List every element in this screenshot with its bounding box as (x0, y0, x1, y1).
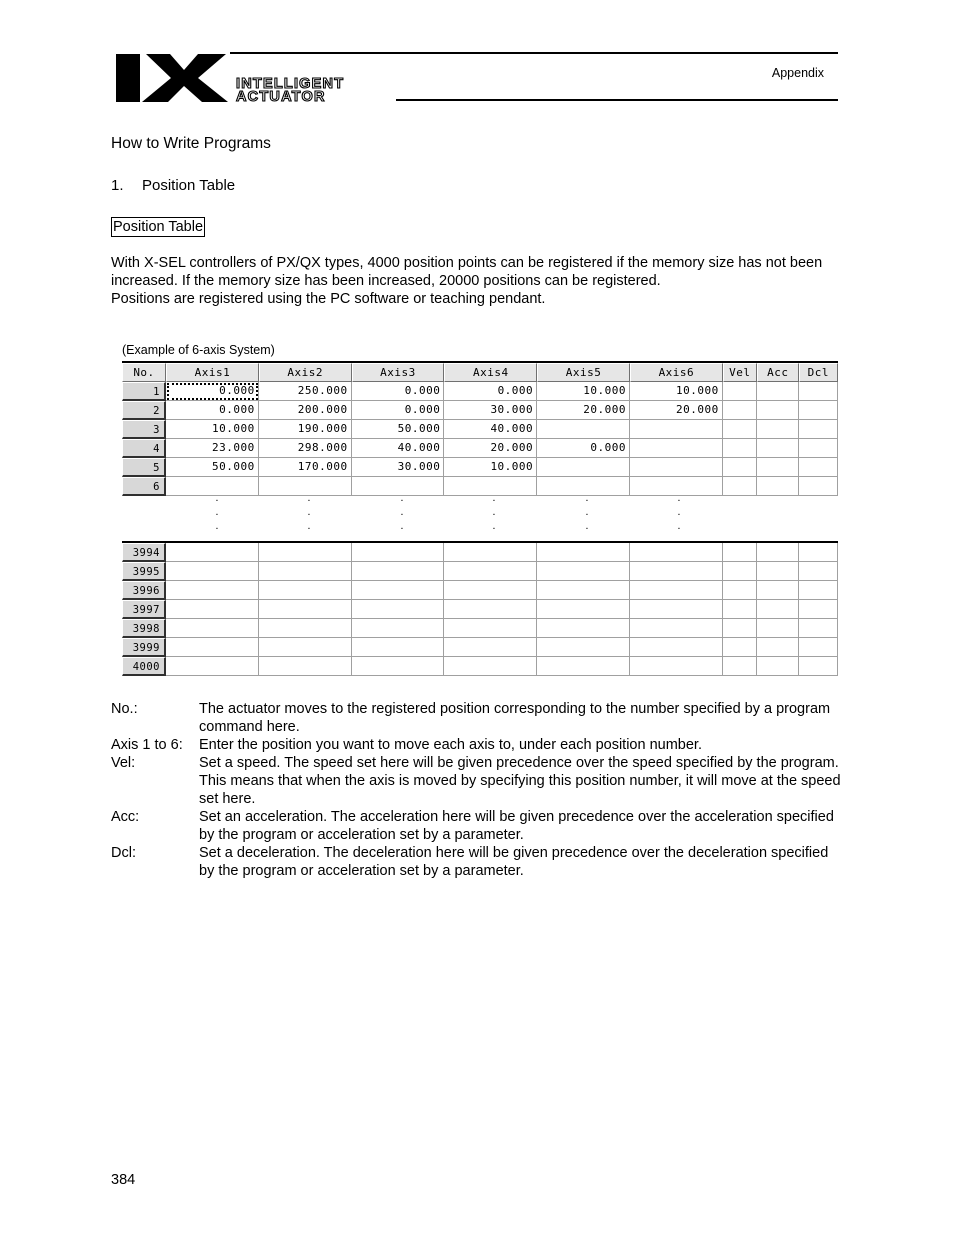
table-cell[interactable] (259, 619, 352, 638)
table-cell[interactable] (352, 477, 445, 496)
table-cell[interactable]: 30.000 (444, 401, 537, 420)
table-cell[interactable] (259, 657, 352, 676)
table-cell[interactable] (352, 581, 445, 600)
definition-term: Axis 1 to 6: (111, 737, 183, 753)
table-cell[interactable] (444, 600, 537, 619)
company-logo (114, 52, 404, 104)
ellipsis-dots: · · · (400, 496, 404, 535)
field-definitions (111, 700, 841, 880)
row-number[interactable]: 1 (122, 382, 166, 401)
table-row (122, 439, 838, 458)
table-caption: (Example of 6-axis System) (122, 343, 275, 357)
table-cell[interactable] (630, 581, 723, 600)
table-cell[interactable] (630, 477, 723, 496)
table-cell[interactable] (352, 619, 445, 638)
table-cell[interactable] (630, 638, 723, 657)
intro-paragraph-2: Positions are registered using the PC software or teaching pendant. (111, 291, 546, 307)
table-row (122, 401, 838, 420)
row-number[interactable]: 3995 (122, 562, 166, 581)
definition-description: The actuator moves to the registered position corresponding to the number specified by a program command here. (199, 701, 831, 735)
table-cell[interactable]: 298.000 (259, 439, 352, 458)
table-cell[interactable] (166, 638, 259, 657)
ellipsis-dots: · · · (215, 496, 219, 535)
intro-text (111, 254, 839, 308)
table-cell[interactable] (630, 543, 723, 562)
table-cell[interactable] (352, 638, 445, 657)
table-cell[interactable] (723, 458, 757, 477)
table-cell[interactable]: 50.000 (166, 458, 259, 477)
table-cell[interactable] (799, 401, 838, 420)
table-cell[interactable] (630, 657, 723, 676)
position-table-top (122, 363, 838, 496)
column-header-axis4[interactable]: Axis4 (444, 363, 537, 382)
table-cell[interactable] (537, 600, 630, 619)
table-cell[interactable] (757, 638, 799, 657)
table-cell[interactable] (799, 581, 838, 600)
definition-term: Dcl: (111, 845, 136, 861)
table-cell[interactable] (799, 439, 838, 458)
table-cell[interactable] (537, 562, 630, 581)
intro-paragraph-1: With X-SEL controllers of PX/QX types, 4000 position points can be registered if the memory size has not been increased. If the memory size has been increased, 20000 positions can be registered. (111, 255, 823, 289)
row-number[interactable]: 3999 (122, 638, 166, 657)
table-cell[interactable] (799, 619, 838, 638)
definition-item (111, 700, 841, 736)
table-cell[interactable] (259, 600, 352, 619)
column-header-axis6[interactable]: Axis6 (630, 363, 723, 382)
row-number[interactable]: 3 (122, 420, 166, 439)
table-cell[interactable] (166, 477, 259, 496)
subsection-title: Position Table (142, 177, 236, 194)
table-cell[interactable] (757, 581, 799, 600)
table-cell[interactable]: 10.000 (444, 458, 537, 477)
subsection-heading (111, 177, 235, 194)
ix-logo-icon (114, 52, 230, 104)
table-cell[interactable]: 20.000 (630, 401, 723, 420)
table-cell[interactable] (757, 657, 799, 676)
logo-wordmark (236, 78, 344, 104)
table-cell[interactable] (723, 657, 757, 676)
table-cell[interactable] (757, 420, 799, 439)
table-cell[interactable] (757, 401, 799, 420)
ellipsis-dots: · · · (492, 496, 496, 535)
row-number[interactable]: 3994 (122, 543, 166, 562)
table-cell[interactable] (166, 657, 259, 676)
table-cell[interactable] (352, 600, 445, 619)
definition-description: Enter the position you want to move each axis to, under each position number. (199, 737, 702, 753)
table-cell[interactable] (352, 657, 445, 676)
table-row (122, 420, 838, 439)
table-cell[interactable] (723, 638, 757, 657)
table-cell[interactable] (444, 543, 537, 562)
table-cell[interactable] (723, 619, 757, 638)
table-row (122, 382, 838, 401)
table-cell[interactable] (537, 638, 630, 657)
definition-description: Set an acceleration. The acceleration here will be given precedence over the acceleration specified by the program or acceleration set by a parameter. (199, 809, 834, 843)
table-cell[interactable] (757, 543, 799, 562)
table-cell[interactable] (352, 543, 445, 562)
table-cell[interactable] (630, 420, 723, 439)
table-cell[interactable] (723, 439, 757, 458)
table-cell[interactable]: 40.000 (352, 439, 445, 458)
table-cell[interactable] (444, 657, 537, 676)
table-cell[interactable]: 170.000 (259, 458, 352, 477)
table-cell[interactable] (799, 382, 838, 401)
table-cell[interactable] (537, 477, 630, 496)
page-title: How to Write Programs (111, 135, 271, 152)
row-number[interactable]: 2 (122, 401, 166, 420)
table-cell[interactable] (630, 458, 723, 477)
table-row (122, 600, 838, 619)
definition-term: Acc: (111, 809, 140, 825)
table-cell[interactable] (537, 543, 630, 562)
table-cell[interactable]: 30.000 (352, 458, 445, 477)
definition-item (111, 808, 841, 844)
table-cell[interactable] (757, 600, 799, 619)
row-number[interactable]: 3998 (122, 619, 166, 638)
table-cell[interactable] (444, 619, 537, 638)
table-cell[interactable] (630, 439, 723, 458)
table-cell[interactable]: 23.000 (166, 439, 259, 458)
row-number[interactable]: 3997 (122, 600, 166, 619)
table-cell[interactable]: 0.000 (352, 382, 445, 401)
table-cell[interactable] (799, 562, 838, 581)
table-cell[interactable] (352, 562, 445, 581)
ellipsis-dots: · · · (585, 496, 589, 535)
table-cell[interactable] (537, 657, 630, 676)
table-cell[interactable] (259, 562, 352, 581)
column-header-axis5[interactable]: Axis5 (537, 363, 630, 382)
definition-description: Set a speed. The speed set here will be given precedence over the speed specified by the program. This means that when the axis is moved by specifying this position number, it will move at the speed set here. (199, 755, 841, 807)
section-label: Appendix (771, 66, 824, 80)
logo-line-1: INTELLIGENT (236, 76, 345, 92)
table-cell[interactable] (537, 619, 630, 638)
definition-description: Set a deceleration. The deceleration here will be given precedence over the deceleration specified by the program or acceleration set by a parameter. (199, 845, 829, 879)
table-cell[interactable]: 50.000 (352, 420, 445, 439)
table-cell[interactable]: 0.000 (537, 439, 630, 458)
table-cell[interactable] (259, 477, 352, 496)
definition-item (111, 736, 841, 754)
definition-term: No.: (111, 701, 138, 717)
table-row (122, 458, 838, 477)
row-number[interactable]: 5 (122, 458, 166, 477)
column-header-vel[interactable]: Vel (723, 363, 757, 382)
table-cell[interactable] (444, 638, 537, 657)
ellipsis-dots: · · · (677, 496, 681, 535)
table-cell[interactable] (259, 581, 352, 600)
table-header-row (122, 363, 838, 382)
table-cell[interactable] (799, 600, 838, 619)
table-cell[interactable] (799, 657, 838, 676)
table-cell[interactable]: 0.000 (352, 401, 445, 420)
ellipsis-indicator (122, 495, 838, 539)
table-cell[interactable] (166, 600, 259, 619)
table-row (122, 543, 838, 562)
table-cell[interactable] (757, 477, 799, 496)
subsection-number: 1. (111, 177, 124, 194)
page-number: 384 (111, 1172, 136, 1188)
table-cell[interactable]: 10.000 (537, 382, 630, 401)
table-cell[interactable] (166, 562, 259, 581)
table-cell[interactable] (723, 477, 757, 496)
table-cell[interactable]: 190.000 (259, 420, 352, 439)
column-header-dcl[interactable]: Dcl (799, 363, 838, 382)
table-cell[interactable] (444, 581, 537, 600)
table-cell[interactable] (723, 382, 757, 401)
table-cell[interactable] (630, 619, 723, 638)
column-header-axis3[interactable]: Axis3 (352, 363, 445, 382)
table-cell[interactable] (799, 543, 838, 562)
position-table-bottom (122, 543, 838, 676)
table-cell[interactable] (723, 543, 757, 562)
table-cell[interactable] (444, 477, 537, 496)
table-row (122, 619, 838, 638)
table-cell[interactable] (757, 382, 799, 401)
table-cell[interactable]: 200.000 (259, 401, 352, 420)
table-cell[interactable] (537, 581, 630, 600)
table-cell[interactable]: 40.000 (444, 420, 537, 439)
table-cell[interactable]: 20.000 (444, 439, 537, 458)
table-cell[interactable] (537, 420, 630, 439)
table-cell[interactable] (630, 562, 723, 581)
table-cell[interactable] (259, 543, 352, 562)
table-cell[interactable] (723, 420, 757, 439)
table-cell[interactable] (723, 401, 757, 420)
row-number[interactable]: 4 (122, 439, 166, 458)
table-cell[interactable] (757, 619, 799, 638)
table-cell[interactable]: 20.000 (537, 401, 630, 420)
table-cell[interactable] (166, 543, 259, 562)
table-cell[interactable] (444, 562, 537, 581)
table-cell[interactable]: 250.000 (259, 382, 352, 401)
ellipsis-dots: · · · (307, 496, 311, 535)
table-cell[interactable] (259, 638, 352, 657)
table-cell[interactable] (799, 458, 838, 477)
table-cell[interactable]: 0.000 (166, 382, 259, 401)
table-row (122, 562, 838, 581)
header-rule-bottom (396, 99, 838, 101)
table-cell[interactable] (723, 600, 757, 619)
table-row (122, 638, 838, 657)
table-row (122, 657, 838, 676)
column-header-axis1[interactable]: Axis1 (166, 363, 259, 382)
table-row (122, 581, 838, 600)
table-cell[interactable] (723, 581, 757, 600)
table-cell[interactable]: 10.000 (166, 420, 259, 439)
column-header-axis2[interactable]: Axis2 (259, 363, 352, 382)
table-cell[interactable] (757, 439, 799, 458)
logo-line-2: ACTUATOR (236, 89, 326, 105)
table-cell[interactable] (799, 477, 838, 496)
table-cell[interactable] (630, 600, 723, 619)
table-cell[interactable] (799, 638, 838, 657)
definition-item (111, 844, 841, 880)
table-cell[interactable]: 0.000 (444, 382, 537, 401)
table-cell[interactable] (723, 562, 757, 581)
table-row (122, 477, 838, 496)
table-cell[interactable]: 10.000 (630, 382, 723, 401)
table-cell[interactable]: 0.000 (166, 401, 259, 420)
row-number[interactable]: 3996 (122, 581, 166, 600)
definition-term: Vel: (111, 755, 136, 771)
table-cell[interactable] (799, 420, 838, 439)
column-header-acc[interactable]: Acc (757, 363, 799, 382)
table-cell[interactable] (757, 562, 799, 581)
table-cell[interactable] (757, 458, 799, 477)
table-cell[interactable] (537, 458, 630, 477)
boxed-heading: Position Table (113, 219, 204, 235)
table-cell[interactable] (166, 581, 259, 600)
table-cell[interactable] (166, 619, 259, 638)
row-number[interactable]: 4000 (122, 657, 166, 676)
column-header-no[interactable]: No. (122, 363, 166, 382)
definition-item (111, 754, 841, 808)
header-rule-top (230, 52, 838, 54)
row-number[interactable]: 6 (122, 477, 166, 496)
